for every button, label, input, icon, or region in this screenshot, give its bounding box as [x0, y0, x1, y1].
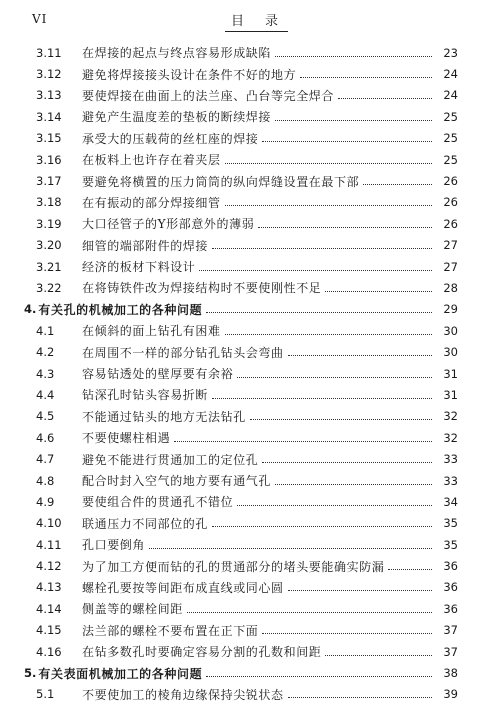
dot-leader: [288, 589, 432, 591]
entry-number: 3.17: [36, 174, 62, 189]
toc-entry: [0, 491, 492, 512]
entry-page-number: 34: [443, 494, 458, 509]
dot-leader: [225, 333, 432, 335]
entry-number: 4.15: [36, 623, 62, 638]
dot-leader: [212, 397, 432, 399]
toc-entry: [0, 277, 492, 298]
entry-number: 3.15: [36, 131, 62, 146]
dot-leader: [388, 568, 432, 570]
dot-leader: [225, 162, 432, 164]
dot-leader: [262, 140, 432, 142]
dot-leader: [212, 247, 432, 249]
toc-entry: [0, 555, 492, 576]
entry-page-number: 33: [443, 473, 458, 488]
dot-leader: [262, 461, 432, 463]
toc-entry: [0, 534, 492, 555]
entry-title: 在将铸铁件改为焊接结构时不要使刚性不足: [82, 281, 322, 296]
entry-title: 要使组合件的贯通孔不错位: [82, 495, 234, 510]
entry-number: 3.11: [36, 45, 62, 60]
toc-entry: [0, 63, 492, 84]
dot-leader: [225, 204, 432, 206]
toc-entry: [0, 513, 492, 534]
entry-number: 4.: [24, 302, 37, 317]
dot-leader: [288, 696, 432, 698]
entry-page-number: 25: [443, 131, 458, 146]
entry-number: 3.16: [36, 152, 62, 167]
dot-leader: [258, 226, 432, 228]
entry-page-number: 28: [443, 280, 458, 295]
header-title: 目 录: [225, 10, 288, 32]
entry-title: 在板料上也许存在着夹层: [82, 153, 221, 168]
entry-page-number: 35: [443, 537, 458, 552]
entry-number: 4.3: [36, 366, 55, 381]
entry-number: 3.13: [36, 88, 62, 103]
entry-page-number: 35: [443, 516, 458, 531]
toc-entry: [0, 577, 492, 598]
entry-number: 4.5: [36, 409, 55, 424]
entry-title: 大口径管子的Y形部意外的薄弱: [82, 217, 255, 232]
entry-number: 4.2: [36, 345, 55, 360]
entry-page-number: 37: [443, 644, 458, 659]
entry-page-number: 39: [443, 687, 458, 702]
entry-title: 经济的板材下料设计: [82, 260, 196, 275]
entry-page-number: 24: [443, 67, 458, 82]
dot-leader: [325, 654, 432, 656]
entry-number: 4.9: [36, 494, 55, 509]
dot-leader: [288, 354, 432, 356]
entry-title: 要使焊接在曲面上的法兰座、凸台等完全焊合: [82, 88, 335, 103]
entry-title: 配合时封入空气的地方要有通气孔: [82, 474, 272, 488]
toc-entry: [0, 384, 492, 405]
entry-page-number: 32: [443, 409, 458, 424]
toc-entry: [0, 684, 492, 705]
toc-entry: [0, 235, 492, 256]
dot-leader: [275, 483, 432, 485]
toc-entry: [0, 42, 492, 63]
entry-page-number: 31: [443, 387, 458, 402]
entry-title: 在钻多数孔时要确定容易分割的孔数和间距: [82, 645, 322, 660]
dot-leader: [250, 418, 432, 420]
entry-number: 4.8: [36, 473, 55, 488]
entry-title: 不要使加工的棱角边缘保持尖锐状态: [82, 687, 284, 702]
entry-number: 5.1: [36, 687, 55, 702]
dot-leader: [300, 76, 432, 78]
entry-title: 不要使螺柱相遇: [82, 431, 171, 446]
entry-title: 有关孔的机械加工的各种问题: [38, 302, 203, 317]
dot-leader: [212, 525, 432, 527]
entry-title: 联通压力不同部位的孔: [82, 516, 209, 531]
entry-page-number: 30: [443, 323, 458, 338]
entry-number: 4.11: [36, 537, 62, 552]
entry-title: 在倾斜的面上钻孔有困难: [82, 324, 221, 339]
entry-title: 细管的端部附件的焊接: [82, 238, 209, 253]
entry-title: 不能通过钻头的地方无法钻孔: [82, 409, 246, 424]
entry-page-number: 37: [443, 623, 458, 638]
entry-number: 4.1: [36, 323, 55, 338]
entry-page-number: 29: [443, 302, 458, 317]
entry-page-number: 31: [443, 366, 458, 381]
entry-title: 在焊接的起点与终点容易形成缺陷: [82, 46, 272, 61]
entry-title: 有关表面机械加工的各种问题: [38, 666, 203, 681]
toc-entry: [0, 128, 492, 149]
entry-page-number: 26: [443, 195, 458, 210]
entry-page-number: 36: [443, 559, 458, 574]
entry-title: 侧盖等的螺栓间距: [82, 602, 183, 617]
toc-entry: [0, 341, 492, 362]
entry-title: 承受大的压载荷的丝杠座的焊接: [82, 131, 259, 146]
entry-title: 螺栓孔要按等间距布成直线或同心圆: [82, 580, 284, 595]
dot-leader: [149, 547, 432, 549]
toc-entry: [0, 192, 492, 213]
toc-entry: [0, 149, 492, 170]
entry-page-number: 27: [443, 259, 458, 274]
entry-page-number: 25: [443, 109, 458, 124]
toc-entry: [0, 620, 492, 641]
entry-title: 要避免将横置的压力筒筒的纵向焊缝设置在最下部: [82, 174, 360, 189]
toc-entry: [0, 170, 492, 191]
entry-number: 4.14: [36, 601, 62, 616]
entry-title: 容易钻透处的壁厚要有余裕: [82, 367, 234, 382]
entry-page-number: 25: [443, 152, 458, 167]
dot-leader: [363, 183, 432, 185]
dot-leader: [206, 311, 432, 313]
entry-page-number: 36: [443, 601, 458, 616]
toc-entry: [0, 641, 492, 662]
entry-title: 孔口要倒角: [82, 538, 146, 553]
entry-page-number: 27: [443, 238, 458, 253]
entry-number: 3.21: [36, 259, 62, 274]
entry-number: 4.6: [36, 430, 55, 445]
table-of-contents: [0, 42, 492, 705]
entry-page-number: 33: [443, 452, 458, 467]
entry-title: 钻深孔时钻头容易折断: [82, 388, 209, 403]
dot-leader: [187, 611, 432, 613]
toc-entry: [0, 213, 492, 234]
dot-leader: [206, 675, 432, 677]
entry-number: 4.10: [36, 516, 62, 531]
entry-number: 4.7: [36, 452, 55, 467]
toc-entry: [0, 427, 492, 448]
toc-entry: [0, 448, 492, 469]
dot-leader: [275, 55, 432, 57]
entry-title: 法兰部的螺栓不要布置在正下面: [82, 623, 259, 638]
entry-title: 在周围不一样的部分钻孔钻头会弯曲: [82, 345, 284, 360]
entry-number: 3.22: [36, 280, 62, 295]
dot-leader: [325, 290, 432, 292]
entry-number: 4.16: [36, 644, 62, 659]
toc-entry: [0, 470, 492, 491]
toc-entry: [0, 106, 492, 127]
dot-leader: [275, 119, 432, 121]
dot-leader: [174, 440, 432, 442]
dot-leader: [338, 97, 432, 99]
entry-page-number: 38: [443, 666, 458, 681]
header-page-number: VI: [32, 12, 48, 26]
toc-entry: [0, 85, 492, 106]
entry-page-number: 24: [443, 88, 458, 103]
entry-title: 避免将焊接接头设计在条件不好的地方: [82, 67, 297, 82]
entry-number: 3.19: [36, 216, 62, 231]
dot-leader: [237, 504, 432, 506]
entry-number: 3.14: [36, 109, 62, 124]
entry-title: 为了加工方便而钻的孔的贯通部分的堵头要能确实防漏: [82, 559, 385, 574]
dot-leader: [237, 376, 432, 378]
toc-entry: [0, 256, 492, 277]
page-header: [0, 10, 492, 36]
entry-title: 避免产生温度差的垫板的断续焊接: [82, 110, 272, 125]
entry-title: 在有振动的部分焊接细管: [82, 195, 221, 210]
entry-number: 3.20: [36, 238, 62, 253]
entry-number: 5.: [24, 666, 37, 681]
dot-leader: [199, 269, 432, 271]
entry-page-number: 30: [443, 345, 458, 360]
dot-leader: [262, 632, 432, 634]
entry-page-number: 26: [443, 174, 458, 189]
toc-entry: [0, 598, 492, 619]
entry-page-number: 23: [443, 45, 458, 60]
entry-page-number: 32: [443, 430, 458, 445]
entry-page-number: 36: [443, 580, 458, 595]
entry-number: 4.13: [36, 580, 62, 595]
entry-number: 4.12: [36, 559, 62, 574]
entry-page-number: 26: [443, 216, 458, 231]
entry-title: 避免不能进行贯通加工的定位孔: [82, 452, 259, 467]
toc-entry: [0, 363, 492, 384]
toc-entry: [0, 406, 492, 427]
entry-number: 3.12: [36, 67, 62, 82]
toc-section-entry: [0, 299, 492, 320]
toc-entry: [0, 320, 492, 341]
entry-number: 3.18: [36, 195, 62, 210]
toc-section-entry: [0, 662, 492, 683]
entry-number: 4.4: [36, 387, 55, 402]
